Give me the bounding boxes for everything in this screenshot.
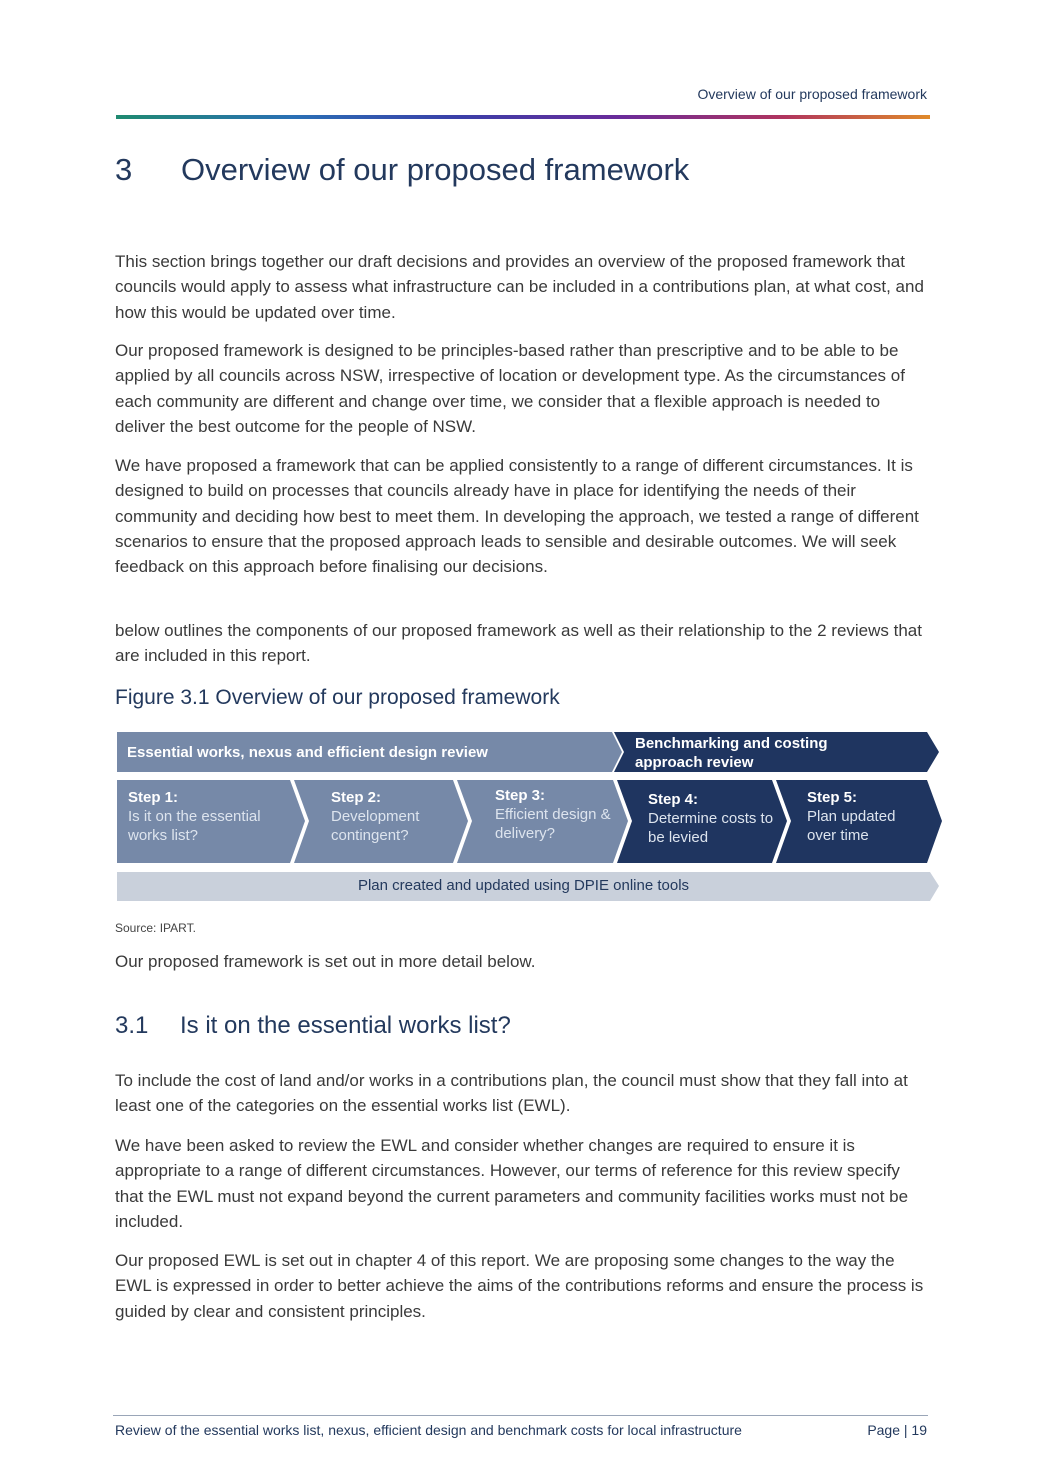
band-right-label: Benchmarking and costing approach review (635, 735, 828, 771)
running-header: Overview of our proposed framework (697, 86, 927, 102)
step-2 (331, 788, 456, 845)
figure-title: Figure 3.1 Overview of our proposed framework (115, 686, 560, 709)
footer-rule (113, 1415, 928, 1416)
paragraph-1: This section brings together our draft decisions and provides an overview of the proposed framework that councils would apply to assess what infrastructure can be included in a contributions plan, at what cost, and how this would be updated over time. (115, 252, 924, 322)
section-title (115, 1012, 511, 1040)
step-5 (807, 788, 925, 845)
header-rule (116, 115, 930, 119)
band-left-label: Essential works, nexus and efficient design review (127, 744, 488, 761)
section-paragraph-3: Our proposed EWL is set out in chapter 4 of this report. We are proposing some changes to the way the EWL is expressed in order to better achieve the aims of the contributions reforms and ensure the process is guided by clear and consistent principles. (115, 1251, 924, 1321)
bottom-band-label: Plan created and updated using DPIE online tools (357, 877, 690, 894)
section-number: 3.1 (115, 1012, 149, 1039)
page-number: Page | 19 (867, 1422, 927, 1438)
step-4 (648, 790, 776, 847)
footer-document-title: Review of the essential works list, nexus, efficient design and benchmark costs for local infrastructure (115, 1422, 742, 1438)
after-figure-text: Our proposed framework is set out in more detail below. (115, 952, 536, 971)
section-paragraph-2: We have been asked to review the EWL and consider whether changes are required to ensure it is appropriate to a range of different circumstances. However, our terms of reference for this review specify that the EWL must not expand beyond the current parameters and community facilities works must not be included. (115, 1136, 909, 1231)
paragraph-4: below outlines the components of our proposed framework as well as their relationship to the 2 reviews that are included in this report. (115, 621, 922, 666)
step-5-label: Step 5: (807, 789, 858, 806)
step-5-text: Plan updated over time (807, 808, 896, 844)
step-1-label: Step 1: (128, 789, 179, 806)
section-paragraph-1: To include the cost of land and/or works in a contributions plan, the council must show that they fall into at least one of the categories on the essential works list (EWL). (115, 1071, 908, 1116)
step-4-text: Determine costs to be levied (648, 810, 774, 846)
step-2-text: Development contingent? (331, 808, 420, 844)
step-3 (495, 786, 617, 843)
step-1-text: Is it on the essential works list? (128, 808, 261, 844)
paragraph-3: We have proposed a framework that can be applied consistently to a range of different circumstances. It is designed to build on processes that councils already have in place for identifying the needs of their community and deciding how best to meet them. In developing the approach, we tested a range of different scenarios to ensure that the proposed approach leads to sensible and desirable outcomes. We will seek feedback on this approach before finalising our decisions. (115, 456, 919, 577)
chapter-number: 3 (115, 152, 133, 187)
framework-diagram (117, 730, 942, 905)
figure-source: Source: IPART. (115, 921, 196, 935)
step-3-label: Step 3: (495, 787, 546, 804)
step-4-label: Step 4: (648, 791, 699, 808)
step-3-text: Efficient design & delivery? (495, 806, 611, 842)
step-2-label: Step 2: (331, 789, 382, 806)
section-title-text: Is it on the essential works list? (180, 1012, 511, 1039)
chapter-title-text: Overview of our proposed framework (181, 152, 690, 187)
chapter-title (115, 152, 689, 188)
paragraph-2: Our proposed framework is designed to be principles-based rather than prescriptive and to be able to be applied by all councils across NSW, irrespective of location or development type. As the circumstances of each community are different and change over time, we consider that a flexible approach is needed to deliver the best outcome for the people of NSW. (115, 341, 905, 436)
step-1 (128, 788, 288, 845)
